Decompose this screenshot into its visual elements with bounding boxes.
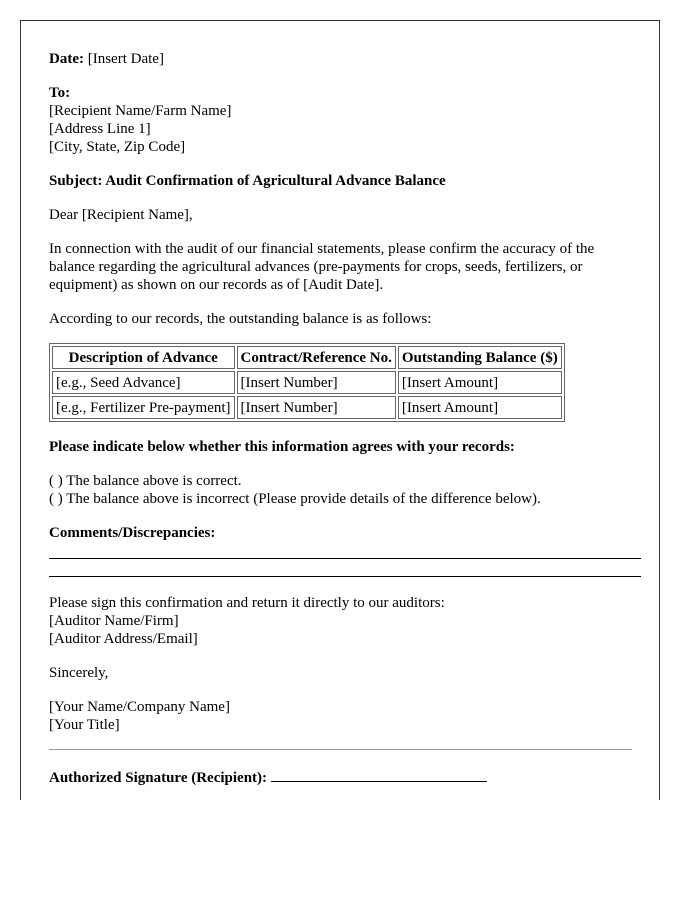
recipient-name: [Recipient Name/Farm Name] [49,103,232,119]
subject-text: Subject: Audit Confirmation of Agricultural Advance Balance [49,173,446,189]
table-cell: [e.g., Seed Advance] [52,371,235,394]
recipient-address: [Address Line 1] [49,121,151,137]
table-cell: [e.g., Fertilizer Pre-payment] [52,396,235,419]
indicate-heading [49,438,641,456]
comments-label-text: Comments/Discrepancies: [49,525,216,541]
column-header: Description of Advance [52,346,235,369]
salutation: Dear [Recipient Name], [49,207,193,223]
indicate-text: Please indicate below whether this information agrees with your records: [49,439,515,455]
table-row [52,396,562,419]
table-cell: [Insert Amount] [398,371,562,394]
advance-table [49,343,565,422]
signature-label: Authorized Signature (Recipient): [49,770,268,786]
column-header: Outstanding Balance ($) [398,346,562,369]
letter-content [49,50,641,787]
date-value: [Insert Date] [87,51,164,67]
comments-label [49,524,641,542]
table-cell: [Insert Amount] [398,396,562,419]
recipient-city: [City, State, Zip Code] [49,139,186,155]
date-line [49,50,641,68]
table-row [52,371,562,394]
to-label-text: To: [49,85,71,101]
option-incorrect[interactable]: ( ) The balance above is incorrect (Please provide details of the difference below). [49,491,541,507]
table-cell: [Insert Number] [237,371,396,394]
table-header-row [52,346,562,369]
date-label: Date: [49,51,84,67]
records-intro: According to our records, the outstanding balance is as follows: [49,311,432,327]
signature-line [49,767,641,787]
signature-field[interactable] [271,767,487,782]
sender-name: [Your Name/Company Name] [49,699,230,715]
column-header: Contract/Reference No. [237,346,396,369]
closing: Sincerely, [49,665,109,681]
intro-paragraph: In connection with the audit of our financial statements, please confirm the accuracy of the balance regarding the agricultural advances (pre-payments for crops, seeds, fertilizers, or equipment) as shown on our records as of [Audit Date]. [49,241,595,293]
table-cell: [Insert Number] [237,396,396,419]
letter-page [20,20,660,800]
option-correct[interactable]: ( ) The balance above is correct. [49,473,242,489]
to-label [49,84,641,102]
return-instructions: Please sign this confirmation and return it directly to our auditors: [49,595,445,611]
sender-title: [Your Title] [49,717,120,733]
subject-line [49,172,641,190]
auditor-address: [Auditor Address/Email] [49,631,198,647]
auditor-name: [Auditor Name/Firm] [49,613,179,629]
